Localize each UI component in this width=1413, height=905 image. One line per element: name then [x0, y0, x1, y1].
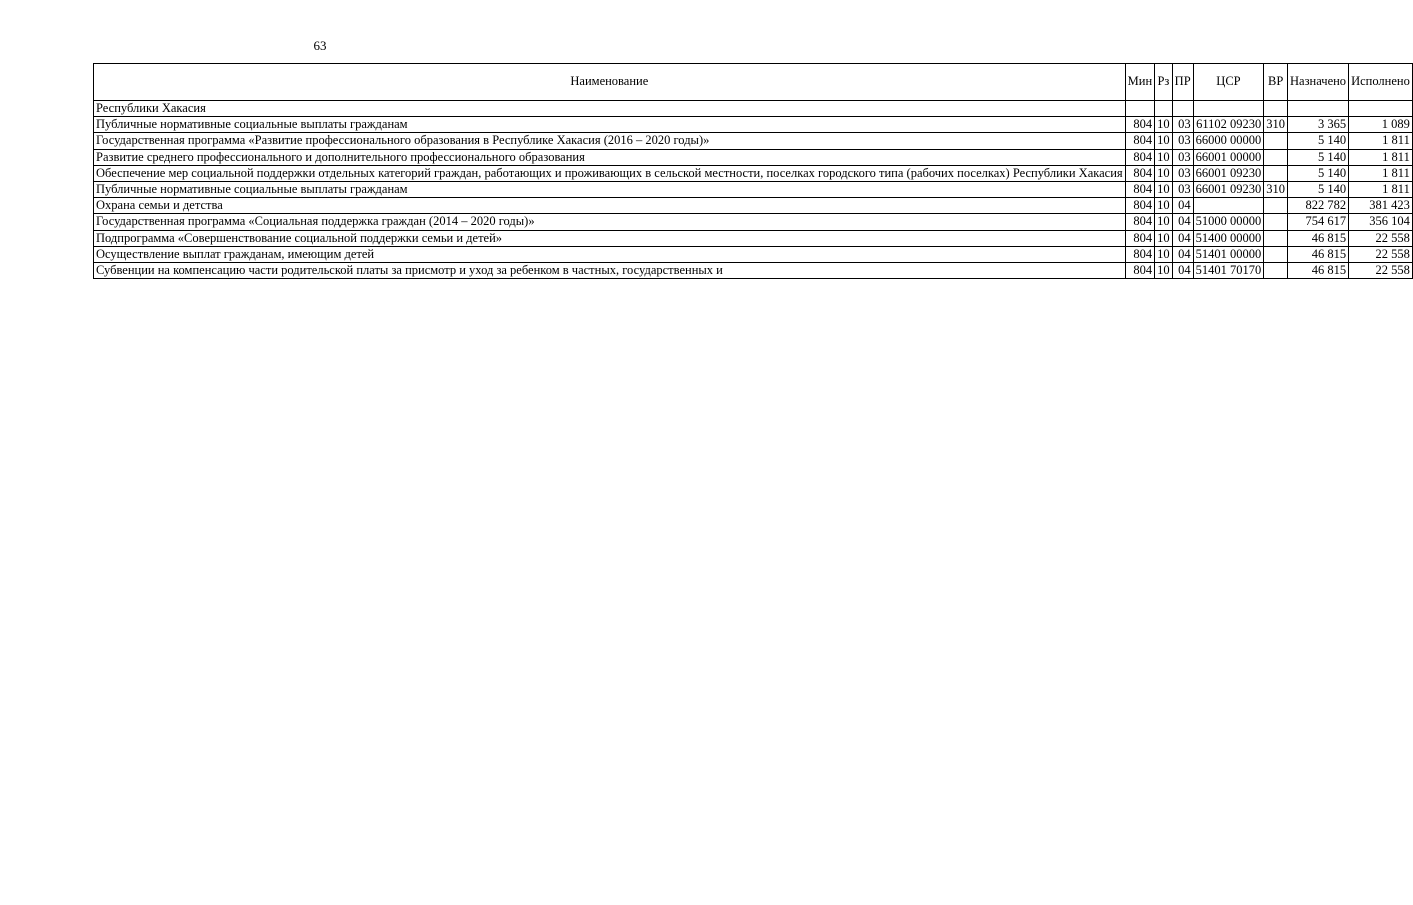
row-assigned: 46 815: [1288, 263, 1349, 279]
row-min: 804: [1125, 149, 1155, 165]
row-csr: 66001 00000: [1193, 149, 1264, 165]
row-executed: 1 811: [1349, 133, 1413, 149]
row-rz: 10: [1155, 149, 1173, 165]
table-row: [94, 246, 1413, 262]
page-number: 63: [313, 38, 327, 53]
row-executed: 1 089: [1349, 117, 1413, 133]
row-vr: [1264, 246, 1288, 262]
row-assigned: 46 815: [1288, 230, 1349, 246]
row-name: Подпрограмма «Совершенствование социальной поддержки семьи и детей»: [94, 230, 1126, 246]
row-rz: 10: [1155, 246, 1173, 262]
row-rz: 10: [1155, 182, 1173, 198]
row-name: Субвенции на компенсацию части родительской платы за присмотр и уход за ребенком в частных, государственных и: [94, 263, 1126, 279]
row-name: Осуществление выплат гражданам, имеющим детей: [94, 246, 1126, 262]
row-name: Развитие среднего профессионального и дополнительного профессионального образования: [94, 149, 1126, 165]
row-min: 804: [1125, 230, 1155, 246]
row-csr: 51400 00000: [1193, 230, 1264, 246]
row-pr: 04: [1172, 263, 1193, 279]
header-executed: Исполнено: [1349, 64, 1413, 101]
row-executed: 1 811: [1349, 182, 1413, 198]
row-vr: 310: [1264, 117, 1288, 133]
row-vr: 310: [1264, 182, 1288, 198]
header-csr: ЦСР: [1193, 64, 1264, 101]
row-assigned: 754 617: [1288, 214, 1349, 230]
row-assigned: 46 815: [1288, 246, 1349, 262]
row-csr: 51401 70170: [1193, 263, 1264, 279]
row-assigned: 822 782: [1288, 198, 1349, 214]
table-row: [94, 214, 1413, 230]
row-rz: 10: [1155, 133, 1173, 149]
row-pr: 03: [1172, 117, 1193, 133]
row-executed: 22 558: [1349, 246, 1413, 262]
row-csr: 51401 00000: [1193, 246, 1264, 262]
row-vr: [1264, 230, 1288, 246]
table-row: [94, 117, 1413, 133]
row-pr: 03: [1172, 133, 1193, 149]
row-rz: 10: [1155, 165, 1173, 181]
row-name: Публичные нормативные социальные выплаты гражданам: [94, 117, 1126, 133]
header-name: Наименование: [94, 64, 1126, 101]
row-assigned: 3 365: [1288, 117, 1349, 133]
row-assigned: 5 140: [1288, 149, 1349, 165]
row-min: 804: [1125, 165, 1155, 181]
row-name: Государственная программа «Социальная поддержка граждан (2014 – 2020 годы)»: [94, 214, 1126, 230]
row-assigned: 5 140: [1288, 182, 1349, 198]
row-csr: [1193, 198, 1264, 214]
row-vr: [1264, 133, 1288, 149]
row-csr: 66001 09230: [1193, 182, 1264, 198]
table-row: [94, 182, 1413, 198]
header-vr: ВР: [1264, 64, 1288, 101]
row-assigned: 5 140: [1288, 165, 1349, 181]
table-row: [94, 165, 1413, 181]
table-header-row: [94, 64, 1413, 101]
header-pr: ПР: [1172, 64, 1193, 101]
row-csr: 66001 09230: [1193, 165, 1264, 181]
row-rz: 10: [1155, 230, 1173, 246]
row-csr: 66000 00000: [1193, 133, 1264, 149]
row-vr: [1264, 198, 1288, 214]
row-csr: 61102 09230: [1193, 117, 1264, 133]
row-pr: 04: [1172, 230, 1193, 246]
row-executed: 381 423: [1349, 198, 1413, 214]
row-name: Государственная программа «Развитие профессионального образования в Республике Хакасия (2016 – 2020 годы)»: [94, 133, 1126, 149]
row-name: Обеспечение мер социальной поддержки отдельных категорий граждан, работающих и проживающих в сельской местности, поселках городского типа (рабочих поселках) Республики Хакасия: [94, 165, 1126, 181]
table-row: [94, 263, 1413, 279]
row-pr: 04: [1172, 198, 1193, 214]
row-rz: 10: [1155, 214, 1173, 230]
row-rz: 10: [1155, 263, 1173, 279]
row-min: 804: [1125, 246, 1155, 262]
table-row: [94, 230, 1413, 246]
row-min: 804: [1125, 182, 1155, 198]
row-min: 804: [1125, 214, 1155, 230]
row-pr: 03: [1172, 165, 1193, 181]
row-min: 804: [1125, 133, 1155, 149]
row-executed: 22 558: [1349, 263, 1413, 279]
continuation-row: [94, 101, 1413, 117]
table-row: [94, 198, 1413, 214]
row-executed: 356 104: [1349, 214, 1413, 230]
row-name: Публичные нормативные социальные выплаты гражданам: [94, 182, 1126, 198]
row-executed: 22 558: [1349, 230, 1413, 246]
row-vr: [1264, 263, 1288, 279]
row-executed: 1 811: [1349, 149, 1413, 165]
row-csr: 51000 00000: [1193, 214, 1264, 230]
header-min: Мин: [1125, 64, 1155, 101]
row-name: Охрана семьи и детства: [94, 198, 1126, 214]
budget-table: [93, 63, 1413, 279]
header-assigned: Назначено: [1288, 64, 1349, 101]
row-min: 804: [1125, 117, 1155, 133]
row-pr: 03: [1172, 149, 1193, 165]
row-vr: [1264, 214, 1288, 230]
row-pr: 04: [1172, 214, 1193, 230]
table-row: [94, 133, 1413, 149]
header-rz: Рз: [1155, 64, 1173, 101]
row-min: 804: [1125, 198, 1155, 214]
row-pr: 03: [1172, 182, 1193, 198]
row-rz: 10: [1155, 198, 1173, 214]
row-assigned: 5 140: [1288, 133, 1349, 149]
row-rz: 10: [1155, 117, 1173, 133]
row-executed: 1 811: [1349, 165, 1413, 181]
row-min: 804: [1125, 263, 1155, 279]
table-row: [94, 149, 1413, 165]
row-pr: 04: [1172, 246, 1193, 262]
continuation-text: Республики Хакасия: [94, 101, 1126, 117]
row-vr: [1264, 149, 1288, 165]
row-vr: [1264, 165, 1288, 181]
